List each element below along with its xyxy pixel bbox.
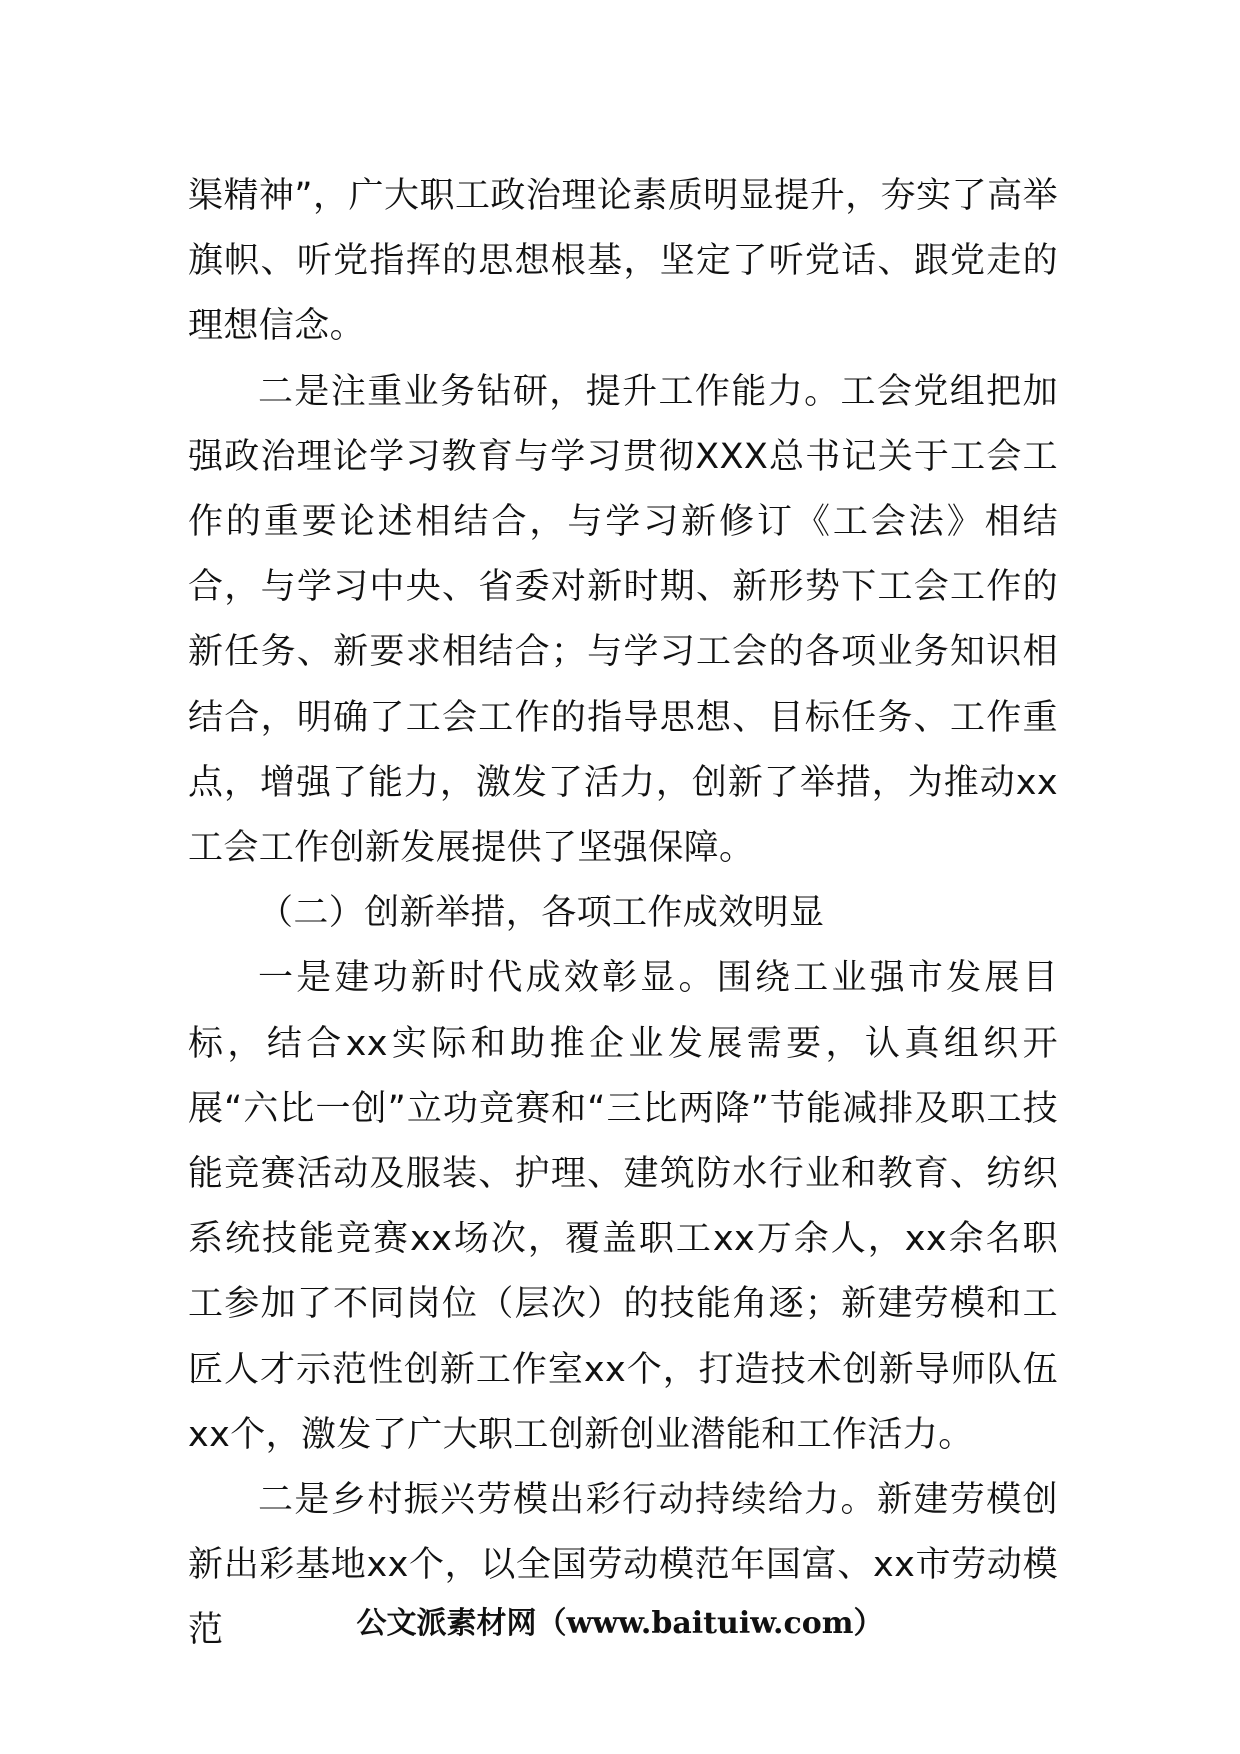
document-body: [188, 164, 1058, 1664]
paragraph-new-era: 一是建功新时代成效彰显。围绕工业强市发展目标，结合xx实际和助推企业发展需要，认真组织开展“六比一创”立功竞赛和“三比两降”节能减排及职工技能竞赛活动及服装、护理、建筑防水行业和教育、纺织系统技能竞赛xx场次，覆盖职工xx万余人，xx余名职工参加了不同岗位（层次）的技能角逐；新建劳模和工匠人才示范性创新工作室xx个，打造技术创新导师队伍xx个，激发了广大职工创新创业潜能和工作活力。: [188, 958, 1058, 1455]
paragraph-business-study: 二是注重业务钻研，提升工作能力。工会党组把加强政治理论学习教育与学习贯彻XXX总书记关于工会工作的重要论述相结合，与学习新修订《工会法》相结合，与学习中央、省委对新时期、新形势下工会工作的新任务、新要求相结合；与学习工会的各项业务知识相结合，明确了工会工作的指导思想、目标任务、工作重点，增强了能力，激发了活力，创新了举措，为推动xx工会工作创新发展提供了坚强保障。: [188, 371, 1058, 869]
section-heading: （二）创新举措，各项工作成效明显: [258, 893, 825, 934]
footer-watermark: 公文派素材网（www.baituiw.com）: [356, 1606, 884, 1641]
paragraph-continuation: 渠精神”，广大职工政治理论素质明显提升，夯实了高举旗帜、听党指挥的思想根基，坚定了听党话、跟党走的理想信念。: [188, 176, 1058, 347]
paragraph-rural-revitalization: 二是乡村振兴劳模出彩行动持续给力。新建劳模创新出彩基地xx个，以全国劳动模范年国富、xx市劳动模范: [188, 1480, 1058, 1651]
